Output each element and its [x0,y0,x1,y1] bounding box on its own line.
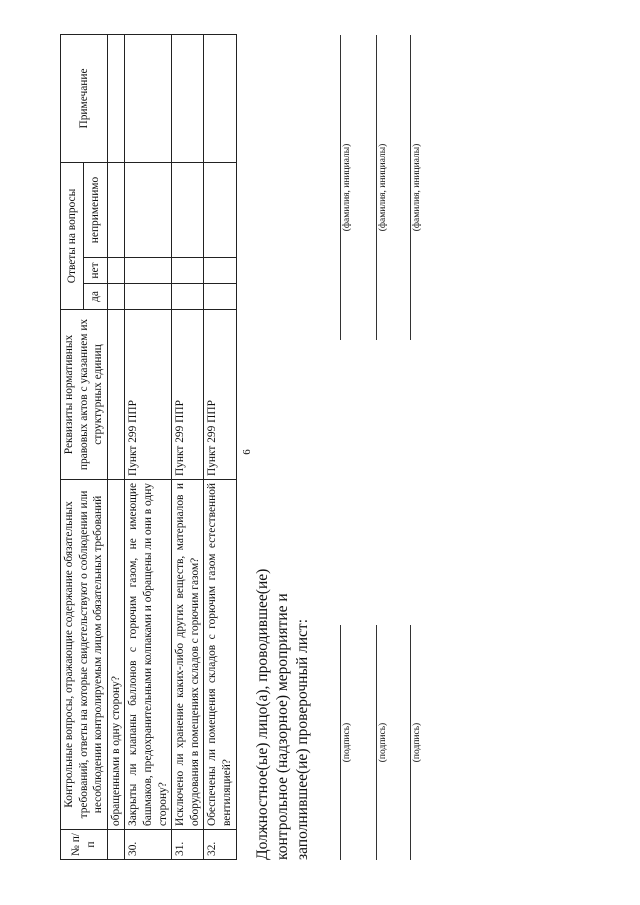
row-requisite: Пункт 299 ППР [125,310,172,480]
signature-caption: (подпись) [412,722,422,763]
name-line [410,35,411,340]
signature-line [376,625,377,860]
note-cell [172,35,204,163]
row-requisite [107,310,125,480]
header-no: нет [84,258,107,284]
page-number: 6 [241,449,253,455]
answer-yes-cell [204,284,236,310]
answer-na-cell [125,163,172,258]
signature-caption: (подпись) [378,722,388,763]
table-header-row [61,35,84,860]
signature-line [410,625,411,860]
row-requisite: Пункт 299 ППР [204,310,236,480]
answer-no-cell [172,258,204,284]
table-row [125,35,172,860]
note-cell [125,35,172,163]
table-row [172,35,204,860]
row-num: 30. [125,830,172,860]
answer-yes-cell [107,284,125,310]
row-num: 32. [204,830,236,860]
name-line [376,35,377,340]
checklist-table [60,34,237,860]
signatures-title: Должностное(ые) лицо(а), проводившее(ие) контрольное (надзорное) мероприятие и заполнившее(ие) проверочный лист: [254,568,312,860]
row-question: Обеспечены ли помещения складов с горючим газом естественной вентиляцией? [204,480,236,830]
header-note: Примечание [61,35,108,163]
answer-no-cell [125,258,172,284]
answer-no-cell [107,258,125,284]
header-answers: Ответы на вопросы [61,163,84,310]
answer-na-cell [172,163,204,258]
note-cell [204,35,236,163]
header-requisites: Реквизиты нормативных правовых актов с указанием их структурных единиц [61,310,108,480]
header-yes: да [84,284,107,310]
answer-na-cell [204,163,236,258]
header-num: № п/п [61,830,108,860]
answer-yes-cell [125,284,172,310]
row-question: Закрыты ли клапаны баллонов с горючим газом, не имеющие башмаков, предохранительными колпаками и обращены ли они в одну сторону? [125,480,172,830]
row-question: Исключено ли хранение каких-либо других веществ, материалов и оборудования в помещениях складов с горючим газом? [172,480,204,830]
signature-line [340,625,341,860]
row-num: 31. [172,830,204,860]
answer-no-cell [204,258,236,284]
row-question: обращенными в одну сторону? [107,480,125,830]
name-caption: (фамилия, инициалы) [342,143,352,232]
row-requisite: Пункт 299 ППР [172,310,204,480]
table-row [204,35,236,860]
note-cell [107,35,125,163]
name-caption: (фамилия, инициалы) [412,143,422,232]
header-na: неприменимо [84,163,107,258]
row-num [107,830,125,860]
answer-yes-cell [172,284,204,310]
name-caption: (фамилия, инициалы) [378,143,388,232]
table-row [107,35,125,860]
answer-na-cell [107,163,125,258]
signature-caption: (подпись) [342,722,352,763]
header-question: Контрольные вопросы, отражающие содержание обязательных требований, ответы на которые свидетельствуют о соблюдении или несоблюдении контролируемым лицом обязательных требований [61,480,108,830]
name-line [340,35,341,340]
